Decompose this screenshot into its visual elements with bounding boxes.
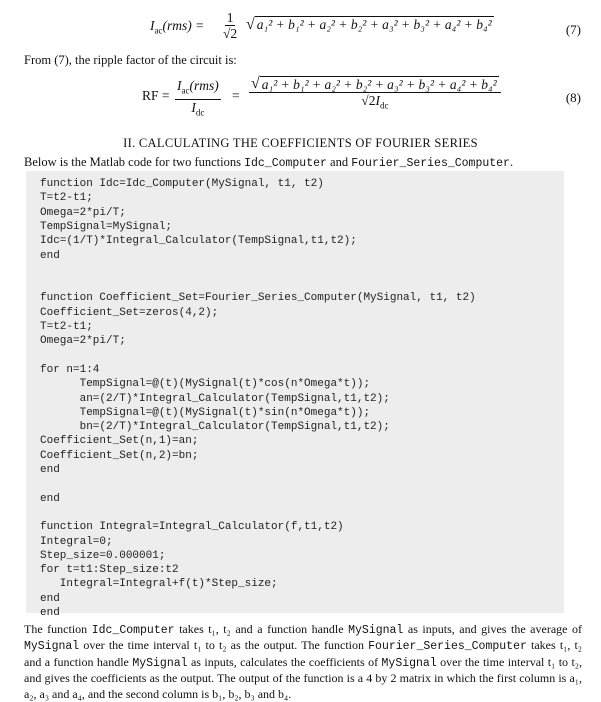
- eq7-number: (7): [565, 22, 581, 37]
- fn-name-1: Idc_Computer: [244, 157, 327, 170]
- code-line: an=(2/T)*Integral_Calculator(TempSignal,t1,t2);: [40, 392, 390, 405]
- eq7-sqrt: √ a₁² + b₁² + a₂² + b₂² + a₃² + b₃² + a₄² + b₄²: [246, 16, 492, 33]
- code-line: TempSignal=@(t)(MySignal(t)*cos(n*Omega*t));: [40, 378, 371, 391]
- eq7-lhs: $I_{ac}(rms)$ =: [150, 18, 205, 36]
- code-line: Coefficient_Set(n,2)=bn;: [40, 449, 199, 462]
- eq8-number: (8): [565, 90, 581, 105]
- code-line: function Idc=Idc_Computer(MySignal, t1, t2): [40, 178, 324, 190]
- code-line: for t=t1:Step_size:t2: [40, 564, 179, 577]
- code-line: T=t2-t1;: [40, 192, 93, 205]
- from-text: From (7), the ripple factor of the circuit is:: [24, 53, 237, 67]
- code-line: Omega=2*pi/T;: [40, 206, 126, 219]
- code-line: for n=1:4: [40, 363, 100, 376]
- code-line: function Integral=Integral_Calculator(f,t1,t2): [40, 521, 344, 534]
- code-line: Step_size=0.000001;: [40, 549, 166, 562]
- code-line: bn=(2/T)*Integral_Calculator(TempSignal,t1,t2);: [40, 421, 390, 434]
- code-line: T=t2-t1;: [40, 321, 93, 333]
- eq8-lhs: RF =: [142, 88, 170, 103]
- closing-paragraph: The function Idc_Computer takes t₁, t₂ and a function handle MySignal as inputs, and gives the average of MySignal over the time interval t₁ to t₂ as the output. The function Fourier_Series_Computer takes t₁, t₂ and a function handle MySignal as inputs, calculates the coefficients of MySignal over the time interval t₁ to t₂, and gives the coefficients as the output. The output of the function is a 4 by 2 matrix in which the first column is a₁, a₂, a₃ and a₄, and the second column is b₁, b₂, b₃ and b₄.: [24, 622, 583, 701]
- eq8-equals: =: [232, 88, 240, 103]
- eq7-fraction: $\frac{1}{√2}$: [223, 10, 238, 41]
- eq8-fraction-1: $I_{ac}(rms)$ $I_{dc}$: [177, 78, 219, 118]
- intro-text: Below is the Matlab code for two functions Idc_Computer and Fourier_Series_Computer.: [24, 155, 514, 170]
- code-line: Omega=2*pi/T;: [40, 335, 126, 348]
- section-heading: II. CALCULATING THE COEFFICIENTS OF FOURIER SERIES: [123, 136, 478, 150]
- code-line: end: [40, 464, 60, 476]
- code-line: TempSignal=MySignal;: [40, 220, 173, 233]
- code-line: end: [40, 249, 60, 262]
- code-line: function Coefficient_Set=Fourier_Series_Computer(MySignal, t1, t2): [40, 292, 476, 305]
- code-line: end: [40, 607, 60, 619]
- code-line: end: [40, 592, 60, 605]
- eq8-fraction-2: √ a₁² + b₁² + a₂² + b₂² + a₃² + b₃² + a₄² + b₄² $√2I_{dc}$: [249, 76, 501, 114]
- code-line: Coefficient_Set(n,1)=an;: [40, 435, 199, 448]
- code-line: Coefficient_Set=zeros(4,2);: [40, 306, 219, 319]
- code-listing: [26, 171, 564, 619]
- code-line: Idc=(1/T)*Integral_Calculator(TempSignal,t1,t2);: [40, 235, 357, 248]
- code-line: Integral=0;: [40, 535, 113, 548]
- code-line: Integral=Integral+f(t)*Step_size;: [40, 578, 278, 591]
- fn-name-2: Fourier_Series_Computer: [351, 157, 510, 170]
- code-line: end: [40, 492, 60, 505]
- code-line: TempSignal=@(t)(MySignal(t)*sin(n*Omega*t));: [40, 406, 371, 419]
